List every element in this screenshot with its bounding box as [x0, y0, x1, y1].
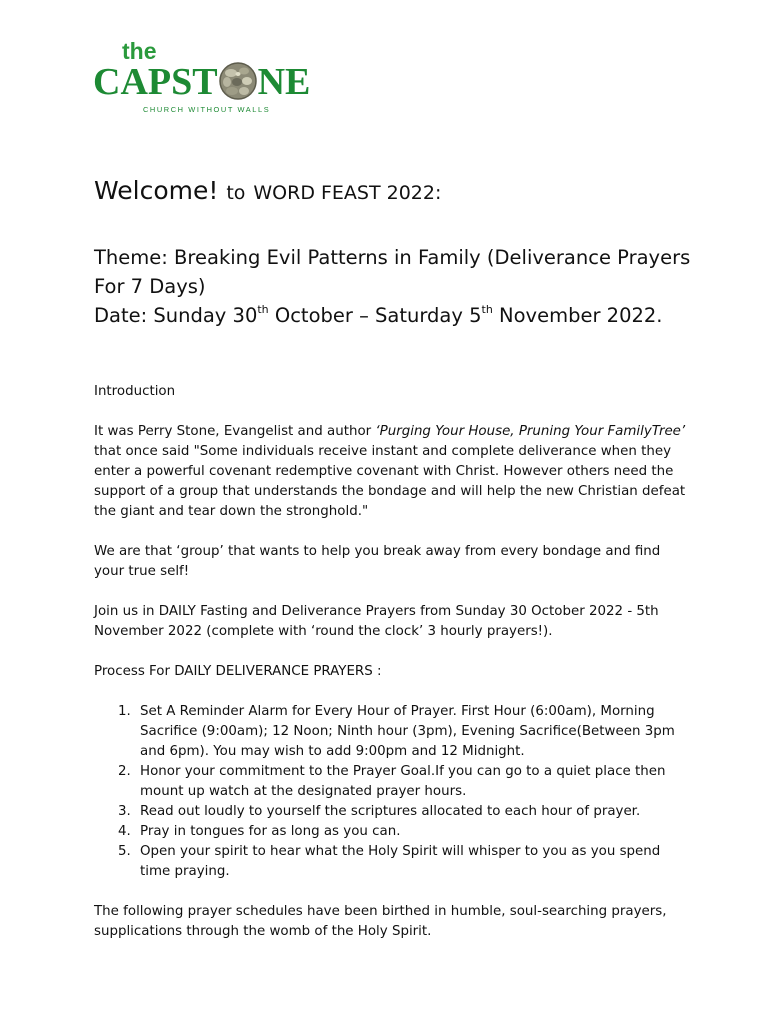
intro-heading: Introduction	[94, 384, 176, 399]
step-number: 1.	[118, 704, 131, 719]
process-step	[94, 702, 694, 762]
intro-text-before: It was Perry Stone, Evangelist and author	[94, 424, 376, 439]
theme-line: Theme: Breaking Evil Patterns in Family (Deliverance Prayers For 7 Days)	[94, 246, 691, 298]
date-prefix: Date: Sunday 30	[94, 304, 258, 327]
join-paragraph: Join us in DAILY Fasting and Deliverance Prayers from Sunday 30 October 2022 - 5th November 2022 (complete with ‘round the clock’ 3 hourly prayers!).	[94, 604, 659, 639]
closing-paragraph: The following prayer schedules have been birthed in humble, soul-searching prayers, supplications through the womb of the Holy Spirit.	[94, 904, 667, 939]
welcome-heading	[94, 176, 441, 205]
step-number: 5.	[118, 844, 131, 859]
logo-wordmark	[93, 62, 310, 102]
date-sup-start: th	[257, 302, 269, 316]
book-title: ‘Purging Your House, Pruning Your FamilyTree’	[375, 424, 686, 439]
capstone-rock-icon	[219, 62, 257, 100]
step-text: Open your spirit to hear what the Holy Spirit will whisper to you as you spend time praying.	[140, 844, 661, 879]
welcome-to: to	[226, 182, 246, 204]
logo-the-text: the	[122, 38, 157, 64]
step-text: Pray in tongues for as long as you can.	[140, 824, 401, 839]
intro-paragraph	[94, 422, 694, 522]
logo-tagline: CHURCH WITHOUT WALLS	[143, 105, 271, 114]
intro-text-after: that once said "Some individuals receive instant and complete deliverance when they enter a powerful covenant redemptive covenant with Christ. However others need the support of a group that understands the bondage and will help the new Christian defeat the giant and tear down the stronghold."	[94, 444, 686, 519]
theme-block	[94, 243, 694, 330]
step-number: 2.	[118, 764, 131, 779]
step-number: 4.	[118, 824, 131, 839]
welcome-greeting: Welcome!	[94, 176, 219, 205]
process-step	[94, 762, 694, 802]
process-step	[94, 802, 694, 822]
church-logo	[93, 38, 343, 118]
document-body	[94, 382, 694, 962]
step-text: Read out loudly to yourself the scriptures allocated to each hour of prayer.	[140, 804, 641, 819]
date-line	[94, 301, 694, 330]
logo-name-left: CAPST	[93, 61, 218, 103]
process-step	[94, 842, 694, 882]
group-paragraph: We are that ‘group’ that wants to help you break away from every bondage and find your true self!	[94, 544, 661, 579]
date-middle: October – Saturday 5	[268, 304, 482, 327]
date-suffix: November 2022.	[492, 304, 663, 327]
step-text: Set A Reminder Alarm for Every Hour of Prayer. First Hour (6:00am), Morning Sacrifice (9:00am); 12 Noon; Ninth hour (3pm), Evening Sacrifice(Between 3pm and 6pm). You may wish to add 9:00pm and 12 Midnight.	[140, 704, 675, 759]
logo-name-right: NE	[257, 61, 311, 103]
event-name: WORD FEAST 2022:	[253, 182, 442, 204]
process-heading: Process For DAILY DELIVERANCE PRAYERS :	[94, 664, 382, 679]
step-text: Honor your commitment to the Prayer Goal.If you can go to a quiet place then mount up watch at the designated prayer hours.	[140, 764, 666, 799]
process-steps-list	[94, 702, 694, 882]
step-number: 3.	[118, 804, 131, 819]
date-sup-end: th	[481, 302, 493, 316]
process-step	[94, 822, 694, 842]
